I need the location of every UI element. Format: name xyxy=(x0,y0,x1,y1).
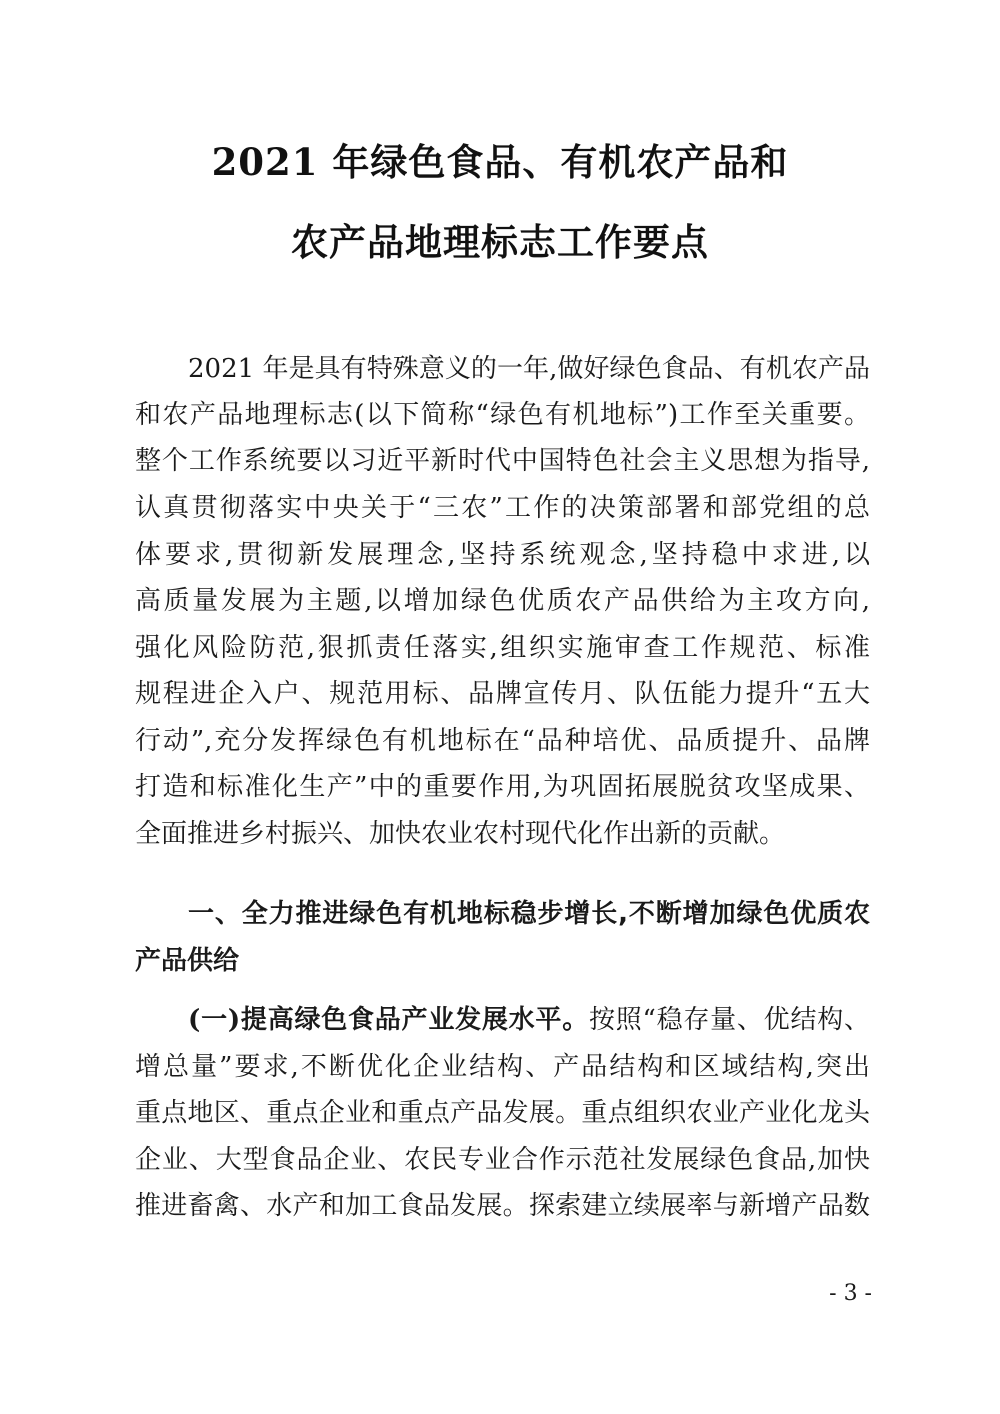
subsection-bold-lead: (一)提高绿色食品产业发展水平。 xyxy=(188,1005,589,1035)
document-title-line-2: 农产品地理标志工作要点 xyxy=(291,220,709,264)
document-title-line-1: 2021 年绿色食品、有机农产品和 xyxy=(211,140,789,184)
intro-line-10: 打造和标准化生产”中的重要作用,为巩固拓展脱贫攻坚成果、 xyxy=(135,772,870,802)
intro-line-8: 规程进企入户、规范用标、品牌宣传月、队伍能力提升“五大 xyxy=(135,679,870,709)
intro-line-7: 强化风险防范,狠抓责任落实,组织实施审查工作规范、标准 xyxy=(135,633,870,663)
intro-line-6: 高质量发展为主题,以增加绿色优质农产品供给为主攻方向, xyxy=(135,586,870,616)
subsection-line-5: 推进畜禽、水产和加工食品发展。探索建立续展率与新增产品数 xyxy=(135,1191,870,1221)
intro-line-2: 和农产品地理标志(以下简称“绿色有机地标”)工作至关重要。 xyxy=(135,400,870,430)
subsection-line-2: 增总量”要求,不断优化企业结构、产品结构和区域结构,突出 xyxy=(135,1052,870,1082)
intro-line-1: 2021 年是具有特殊意义的一年,做好绿色食品、有机农产品 xyxy=(188,354,870,384)
subsection-line-4: 企业、大型食品企业、农民专业合作示范社发展绿色食品,加快 xyxy=(135,1145,870,1175)
intro-line-9: 行动”,充分发挥绿色有机地标在“品种培优、品质提升、品牌 xyxy=(135,726,870,756)
subsection-first-line-rest: 按照“稳存量、优结构、 xyxy=(588,1005,870,1035)
section-heading-line-2: 产品供给 xyxy=(135,946,240,976)
intro-line-3: 整个工作系统要以习近平新时代中国特色社会主义思想为指导, xyxy=(135,446,870,476)
subsection-line-3: 重点地区、重点企业和重点产品发展。重点组织农业产业化龙头 xyxy=(135,1098,870,1128)
section-heading-line-1: 一、全力推进绿色有机地标稳步增长,不断增加绿色优质农 xyxy=(188,899,870,929)
intro-line-11: 全面推进乡村振兴、加快农业农村现代化作出新的贡献。 xyxy=(135,819,786,849)
intro-line-4: 认真贯彻落实中央关于“三农”工作的决策部署和部党组的总 xyxy=(135,493,870,523)
intro-line-5: 体要求,贯彻新发展理念,坚持系统观念,坚持稳中求进,以 xyxy=(135,540,870,570)
subsection-first-line xyxy=(188,1002,870,1038)
page-number: - 3 - xyxy=(829,1281,872,1306)
